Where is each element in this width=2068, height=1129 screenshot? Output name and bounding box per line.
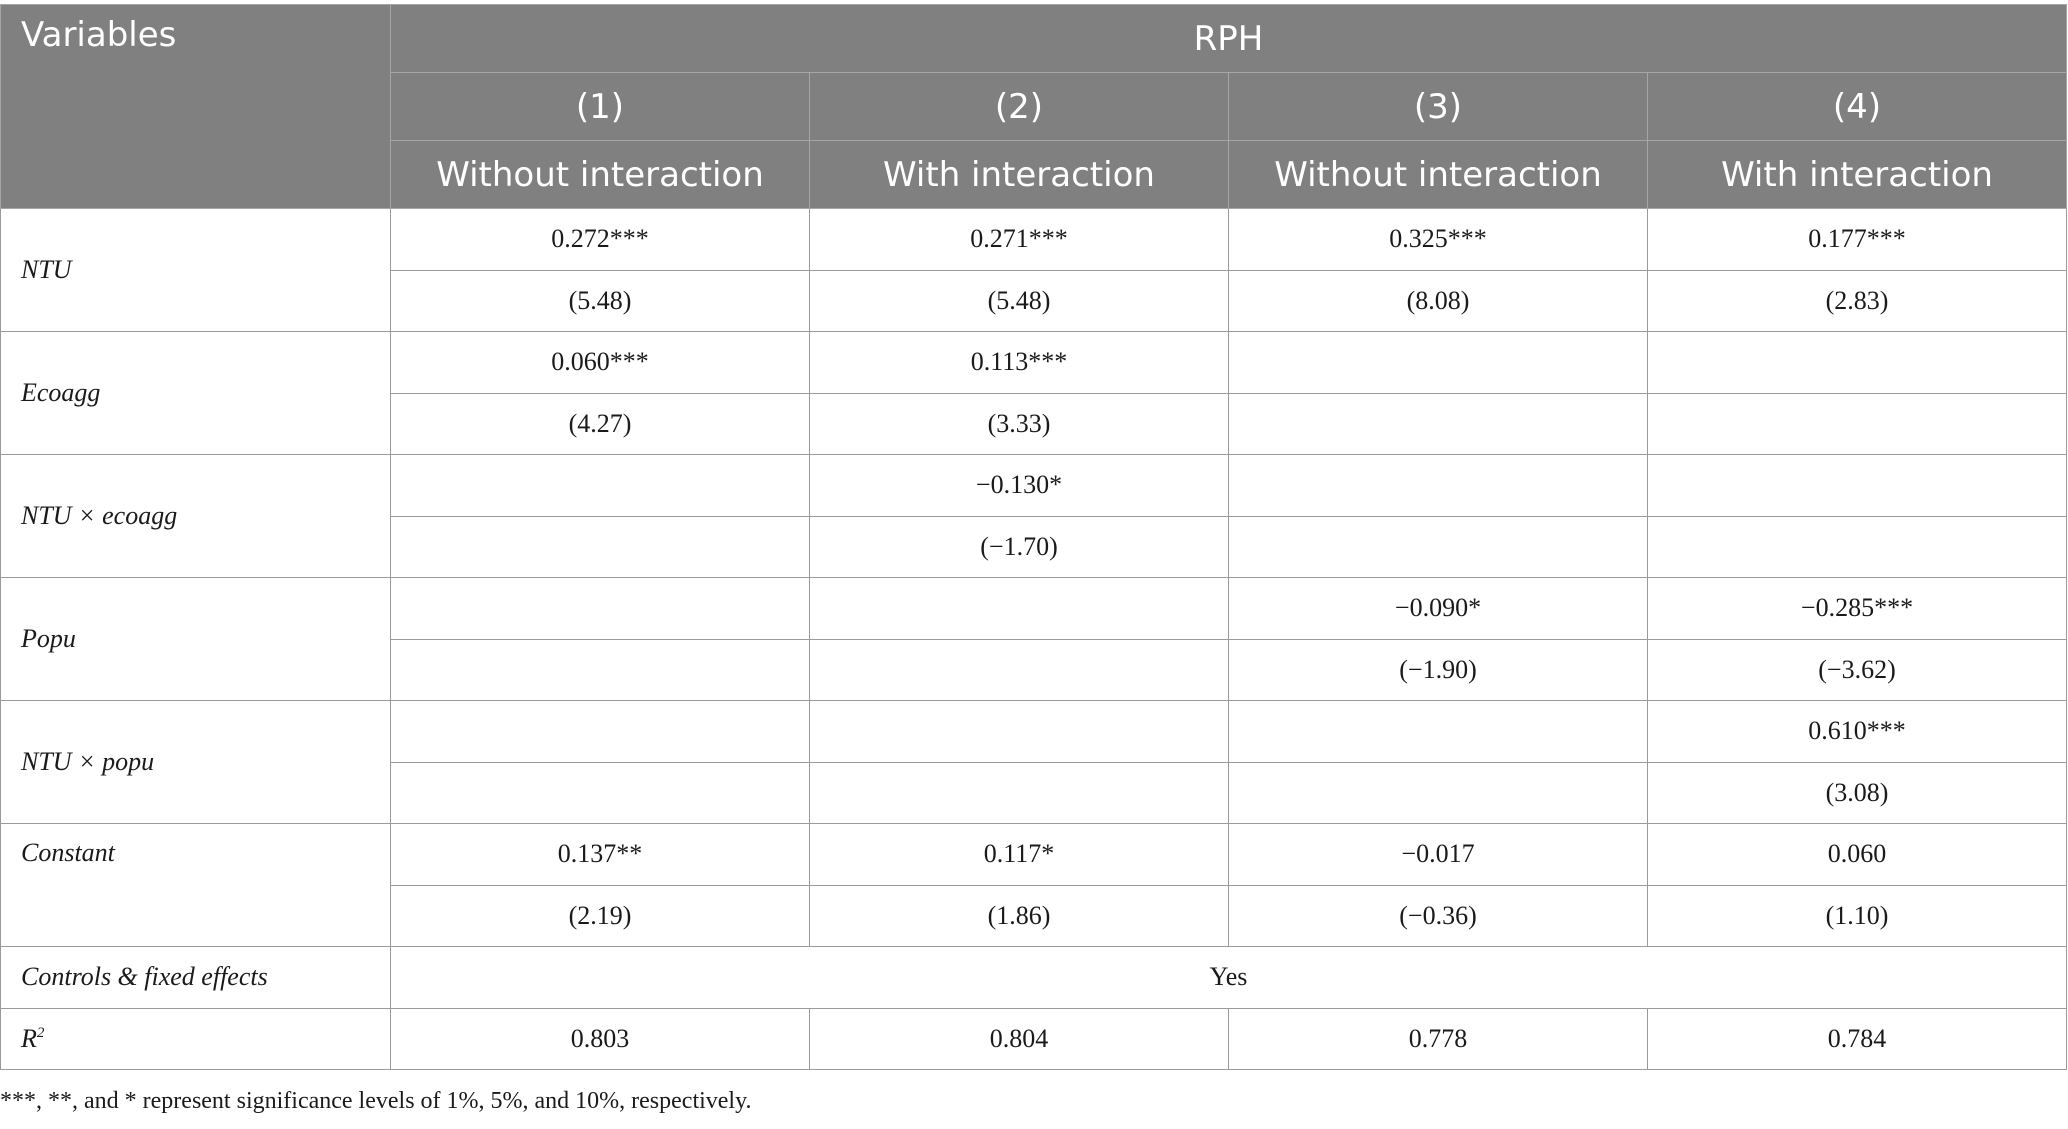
r2-value-1: 0.803 — [391, 1008, 810, 1070]
ntu-coef-2: 0.271*** — [810, 209, 1229, 271]
row-label-r2 — [1, 1008, 391, 1070]
ntu-popu-t-1 — [391, 762, 810, 824]
r2-value-2: 0.804 — [810, 1008, 1229, 1070]
ecoagg-t-1: (4.27) — [391, 393, 810, 455]
column-number-2: (2) — [810, 73, 1229, 141]
ntu-popu-t-4: (3.08) — [1648, 762, 2067, 824]
popu-coef-1 — [391, 578, 810, 640]
column-number-1: (1) — [391, 73, 810, 141]
ntu-ecoagg-t-4 — [1648, 516, 2067, 578]
regression-table — [0, 4, 2067, 1070]
ecoagg-t-2: (3.33) — [810, 393, 1229, 455]
ntu-ecoagg-coef-4 — [1648, 455, 2067, 517]
row-label-ntu-ecoagg: NTU × ecoagg — [1, 455, 391, 578]
table-row-controls — [1, 947, 2067, 1009]
table-row-constant-coef — [1, 824, 2067, 886]
ntu-popu-coef-3 — [1229, 701, 1648, 763]
row-label-ecoagg: Ecoagg — [1, 332, 391, 455]
column-number-4: (4) — [1648, 73, 2067, 141]
ecoagg-t-4 — [1648, 393, 2067, 455]
row-label-ntu-popu: NTU × popu — [1, 701, 391, 824]
r2-label-base: R — [21, 1023, 37, 1053]
variables-header: Variables — [1, 5, 391, 209]
ntu-t-4: (2.83) — [1648, 270, 2067, 332]
ntu-ecoagg-coef-2: −0.130* — [810, 455, 1229, 517]
r2-value-4: 0.784 — [1648, 1008, 2067, 1070]
popu-coef-4: −0.285*** — [1648, 578, 2067, 640]
column-spec-3: Without interaction — [1229, 141, 1648, 209]
ntu-popu-coef-4: 0.610*** — [1648, 701, 2067, 763]
ecoagg-t-3 — [1229, 393, 1648, 455]
popu-t-1 — [391, 639, 810, 701]
table-row-ntu-popu-coef — [1, 701, 2067, 763]
row-label-constant: Constant — [1, 824, 391, 947]
regression-table-container — [0, 4, 2066, 1070]
ntu-coef-1: 0.272*** — [391, 209, 810, 271]
ecoagg-coef-1: 0.060*** — [391, 332, 810, 394]
ntu-popu-t-3 — [1229, 762, 1648, 824]
column-number-3: (3) — [1229, 73, 1648, 141]
table-row-ecoagg-coef — [1, 332, 2067, 394]
popu-t-4: (−3.62) — [1648, 639, 2067, 701]
ntu-t-3: (8.08) — [1229, 270, 1648, 332]
ntu-t-1: (5.48) — [391, 270, 810, 332]
popu-coef-2 — [810, 578, 1229, 640]
constant-t-4: (1.10) — [1648, 885, 2067, 947]
table-body — [1, 209, 2067, 1070]
ecoagg-coef-4 — [1648, 332, 2067, 394]
ntu-ecoagg-coef-1 — [391, 455, 810, 517]
column-spec-4: With interaction — [1648, 141, 2067, 209]
table-header — [1, 5, 2067, 209]
table-footnote: ***, **, and * represent significance levels of 1%, 5%, and 10%, respectively. — [0, 1088, 752, 1114]
popu-t-3: (−1.90) — [1229, 639, 1648, 701]
row-label-ntu: NTU — [1, 209, 391, 332]
table-row-r2 — [1, 1008, 2067, 1070]
constant-coef-3: −0.017 — [1229, 824, 1648, 886]
row-label-popu: Popu — [1, 578, 391, 701]
ntu-popu-t-2 — [810, 762, 1229, 824]
popu-t-2 — [810, 639, 1229, 701]
constant-t-1: (2.19) — [391, 885, 810, 947]
ntu-ecoagg-coef-3 — [1229, 455, 1648, 517]
constant-t-3: (−0.36) — [1229, 885, 1648, 947]
table-row-ntu-ecoagg-coef — [1, 455, 2067, 517]
ntu-popu-coef-1 — [391, 701, 810, 763]
controls-value: Yes — [391, 947, 2067, 1009]
ntu-popu-coef-2 — [810, 701, 1229, 763]
popu-coef-3: −0.090* — [1229, 578, 1648, 640]
ntu-t-2: (5.48) — [810, 270, 1229, 332]
column-spec-1: Without interaction — [391, 141, 810, 209]
table-row-popu-coef — [1, 578, 2067, 640]
constant-coef-2: 0.117* — [810, 824, 1229, 886]
ntu-ecoagg-t-1 — [391, 516, 810, 578]
ntu-ecoagg-t-2: (−1.70) — [810, 516, 1229, 578]
row-label-controls: Controls & fixed effects — [1, 947, 391, 1009]
ntu-ecoagg-t-3 — [1229, 516, 1648, 578]
constant-coef-1: 0.137** — [391, 824, 810, 886]
ecoagg-coef-3 — [1229, 332, 1648, 394]
ntu-coef-3: 0.325*** — [1229, 209, 1648, 271]
header-row-group — [1, 5, 2067, 73]
rph-group-header: RPH — [391, 5, 2067, 73]
ntu-coef-4: 0.177*** — [1648, 209, 2067, 271]
constant-t-2: (1.86) — [810, 885, 1229, 947]
r2-label-superscript: 2 — [36, 1024, 45, 1041]
r2-value-3: 0.778 — [1229, 1008, 1648, 1070]
ecoagg-coef-2: 0.113*** — [810, 332, 1229, 394]
table-row-ntu-coef — [1, 209, 2067, 271]
column-spec-2: With interaction — [810, 141, 1229, 209]
constant-coef-4: 0.060 — [1648, 824, 2067, 886]
